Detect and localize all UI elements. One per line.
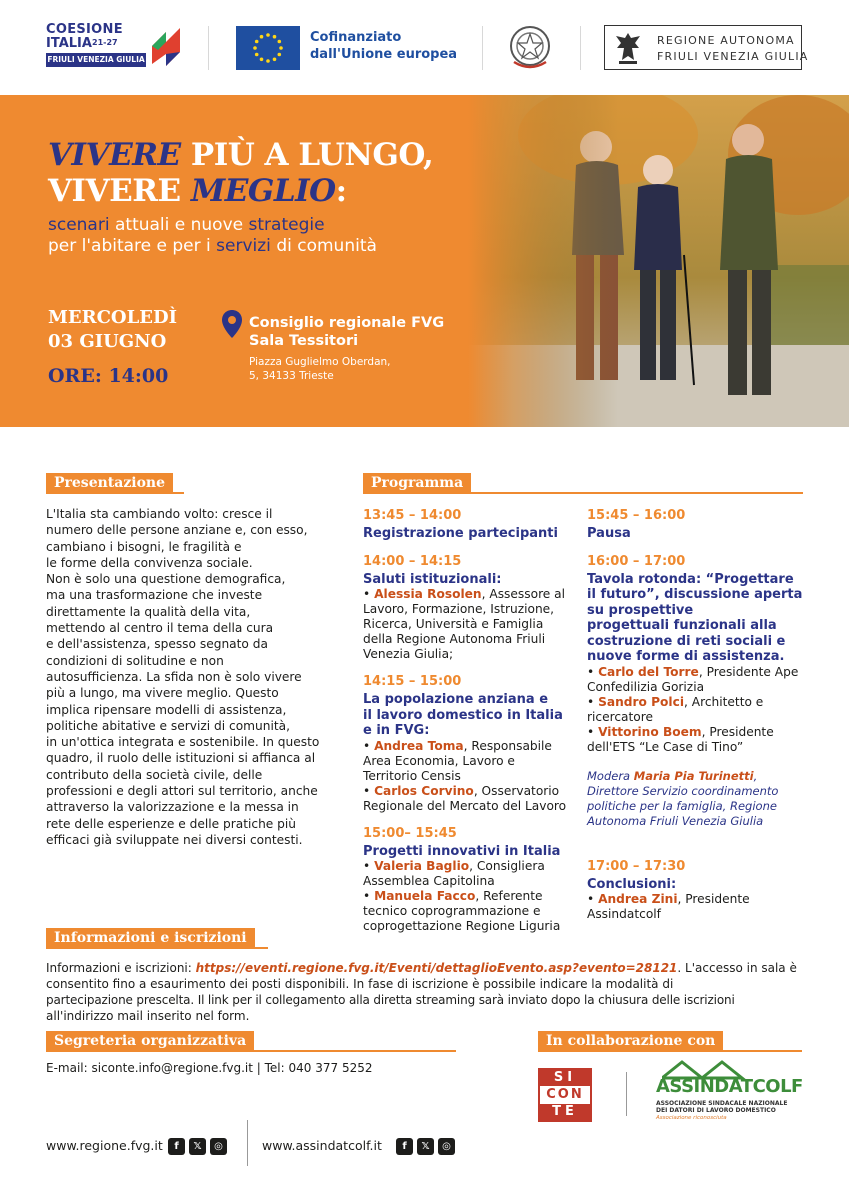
regione-social-icons bbox=[168, 1136, 231, 1155]
siconte-logo bbox=[538, 1068, 592, 1122]
speaker-name: Manuela Facco bbox=[374, 889, 476, 903]
siconte-line3: TE bbox=[540, 1104, 590, 1120]
slot-title: e in FVG: bbox=[363, 723, 430, 738]
speaker-entry: • Manuela Facco, Referente bbox=[363, 889, 543, 903]
moderator-role: Direttore Servizio coordinamento bbox=[587, 783, 779, 798]
event-date: 03 GIUGNO bbox=[48, 331, 167, 352]
x-icon[interactable]: 𝕏 bbox=[417, 1138, 434, 1155]
presentazione-line: L'Italia sta cambiando volto: cresce il bbox=[46, 507, 273, 521]
sub-text: di comunità bbox=[270, 236, 377, 256]
speaker-role: , Assessore al bbox=[481, 587, 566, 601]
coesione-italia-logo bbox=[46, 22, 186, 72]
programma-col-right bbox=[587, 508, 812, 922]
slot-title: Registrazione partecipanti bbox=[363, 526, 558, 541]
presentazione-line: quadro, il ruolo delle istituzioni si affianca al bbox=[46, 751, 316, 766]
presentazione-line: direttamente la qualità della vita, bbox=[46, 604, 251, 619]
coesione-region: FRIULI VENEZIA GIULIA bbox=[46, 53, 146, 67]
title-italic-meglio: MEGLIO bbox=[190, 173, 336, 209]
presentazione-line: Non è solo una questione demografica, bbox=[46, 572, 286, 587]
moderator-comma: , bbox=[753, 768, 758, 783]
logo-bar bbox=[0, 0, 849, 95]
speaker-role: coprogettazione Regione Liguria bbox=[363, 919, 561, 933]
presentazione-line: contributo della società civile, delle bbox=[46, 767, 263, 782]
speaker-role: Territorio Censis bbox=[363, 768, 461, 783]
speaker-role: Regionale del Mercato del Lavoro bbox=[363, 798, 567, 813]
slot-time: 14:00 – 14:15 bbox=[363, 553, 462, 569]
slot-title: Progetti innovativi in Italia bbox=[363, 843, 561, 859]
speaker-role: Confedilizia Gorizia bbox=[587, 679, 705, 694]
coesione-years: 21-27 bbox=[92, 38, 118, 47]
slot-time: 14:15 – 15:00 bbox=[363, 674, 462, 689]
moderator-name: Maria Pia Turinetti bbox=[633, 768, 754, 783]
event-time: ORE: 14:00 bbox=[48, 365, 169, 387]
slot-time: 17:00 – 17:30 bbox=[587, 858, 686, 874]
coesione-text: COESIONE bbox=[46, 22, 123, 37]
informazioni-heading bbox=[46, 927, 268, 949]
slot-time: 15:45 – 16:00 bbox=[587, 508, 686, 523]
slot-title: progettuali funzionali alla bbox=[587, 618, 777, 633]
instagram-icon[interactable]: ◎ bbox=[210, 1138, 227, 1155]
slot-title: il lavoro domestico in Italia bbox=[363, 707, 563, 723]
speaker-entry: • Carlo del Torre, Presidente Ape bbox=[587, 664, 799, 679]
assindatcolf-logo bbox=[656, 1060, 806, 1128]
presentazione-heading bbox=[46, 472, 184, 494]
registration-link[interactable]: https://eventi.regione.fvg.it/Eventi/dettaglioEvento.asp?evento=28121 bbox=[195, 961, 678, 975]
venue-address-line2: 5, 34133 Trieste bbox=[249, 370, 334, 382]
speaker-role: , Presidente bbox=[677, 892, 750, 906]
assindatcolf-tagline2: DEI DATORI DI LAVORO DOMESTICO bbox=[656, 1107, 776, 1114]
moderator-line bbox=[587, 769, 812, 784]
instagram-icon[interactable]: ◎ bbox=[438, 1138, 455, 1155]
speaker-role: , Presidente Ape bbox=[698, 664, 799, 679]
presentazione-line: politiche abitative e servizi di comunità, bbox=[46, 718, 290, 733]
speaker-role: dell'ETS “Le Case di Tino” bbox=[587, 739, 744, 754]
speaker-role: , Responsabile bbox=[463, 738, 552, 753]
hero-photo-elderly-people bbox=[468, 95, 849, 427]
x-icon[interactable]: 𝕏 bbox=[189, 1138, 206, 1155]
slot-title: Conclusioni: bbox=[587, 876, 677, 892]
slot-time: 13:45 – 14:00 bbox=[363, 508, 462, 523]
venue-room: Sala Tessitori bbox=[249, 333, 359, 349]
hero-subtitle-line1 bbox=[48, 215, 325, 235]
speaker-role: Assindatcolf bbox=[587, 907, 661, 921]
speaker-name: Andrea Toma bbox=[374, 738, 464, 753]
hero-title-line2 bbox=[48, 173, 347, 209]
speaker-role: ricercatore bbox=[587, 709, 653, 724]
info-line bbox=[46, 960, 816, 976]
facebook-icon[interactable]: f bbox=[396, 1138, 413, 1155]
eu-text-line2: dall'Unione europea bbox=[310, 47, 458, 62]
assindatcolf-tagline1: ASSOCIAZIONE SINDACALE NAZIONALE bbox=[656, 1100, 788, 1107]
presentazione-line: cambiano i bisogni, le fragilità e bbox=[46, 539, 242, 554]
informazioni-heading-label: Informazioni e iscrizioni bbox=[46, 928, 255, 948]
speaker-entry: • Andrea Zini, Presidente bbox=[587, 892, 750, 906]
eu-stars-icon bbox=[236, 26, 300, 70]
slot-title: costruzione di reti sociali e bbox=[587, 633, 786, 649]
assindatcolf-social-icons bbox=[396, 1136, 459, 1155]
region-text-line2: FRIULI VENEZIA GIULIA bbox=[657, 50, 809, 63]
moderator-prefix: Modera bbox=[587, 768, 634, 783]
programma-heading bbox=[363, 472, 803, 494]
footer-separator bbox=[247, 1120, 248, 1166]
venue-name: Consiglio regionale FVG bbox=[249, 315, 445, 331]
speaker-entry: • Sandro Polci, Architetto e bbox=[587, 694, 764, 709]
presentazione-text bbox=[46, 506, 351, 848]
informazioni-text bbox=[46, 960, 816, 1024]
presentazione-line: professioni e degli attori sul territorio, anche bbox=[46, 784, 318, 799]
facebook-icon[interactable]: f bbox=[168, 1138, 185, 1155]
speaker-role: , Consigliera bbox=[469, 859, 545, 873]
hero-subtitle-line2 bbox=[48, 236, 377, 256]
speaker-name: Andrea Zini bbox=[598, 892, 678, 906]
siconte-line1: SI bbox=[540, 1070, 590, 1086]
moderator-role: Autonoma Friuli Venezia Giulia bbox=[587, 813, 764, 828]
presentazione-line: rete delle esperienze e delle pratiche più bbox=[46, 816, 297, 831]
regione-website-link[interactable]: www.regione.fvg.it bbox=[46, 1138, 163, 1153]
info-line: all'indirizzo mail inserito nel form. bbox=[46, 1009, 250, 1023]
presentazione-line: attraverso la valorizzazione e la messa in bbox=[46, 800, 299, 815]
italia-text: ITALIA bbox=[46, 36, 92, 51]
collab-separator bbox=[626, 1072, 627, 1116]
event-day: MERCOLEDÌ bbox=[48, 307, 178, 328]
info-label: Informazioni e iscrizioni: bbox=[46, 961, 196, 975]
speaker-role: della Regione Autonoma Friuli bbox=[363, 632, 546, 646]
speaker-entry: • Andrea Toma, Responsabile bbox=[363, 738, 552, 753]
logo-separator bbox=[580, 26, 581, 70]
slot-title: Saluti istituzionali: bbox=[363, 571, 502, 587]
speaker-name: Alessia Rosolen bbox=[374, 587, 482, 601]
speaker-entry: • Valeria Baglio, Consigliera bbox=[363, 859, 545, 873]
hero-title-line1 bbox=[48, 137, 433, 173]
slot-title: su prospettive bbox=[587, 602, 694, 618]
speaker-name: Carlos Corvino bbox=[374, 783, 474, 798]
slot-title: nuove forme di assistenza. bbox=[587, 649, 785, 664]
speaker-entry: • Vittorino Boem, Presidente bbox=[587, 724, 774, 739]
collaborazione-heading bbox=[538, 1030, 802, 1052]
speaker-role: Ricerca, Università e Famiglia bbox=[363, 617, 544, 631]
regione-fvg-logo bbox=[604, 25, 809, 70]
speaker-entry: • Alessia Rosolen, Assessore al bbox=[363, 587, 566, 601]
presentazione-line: autosufficienza. La sfida non è solo vivere bbox=[46, 669, 302, 684]
sub-servizi: servizi bbox=[216, 236, 271, 256]
eu-text-line1: Cofinanziato bbox=[310, 30, 402, 45]
sub-text: per l'abitare e per i bbox=[48, 236, 217, 256]
eu-flag bbox=[236, 26, 300, 70]
speaker-role: , Referente bbox=[475, 889, 543, 903]
speaker-role: Area Economia, Lavoro e bbox=[363, 753, 515, 768]
sub-text: attuali e nuove bbox=[109, 215, 249, 235]
title-colon: : bbox=[335, 173, 347, 209]
logo-separator bbox=[482, 26, 483, 70]
programma-heading-label: Programma bbox=[363, 473, 471, 493]
segreteria-heading-label: Segreteria organizzativa bbox=[46, 1031, 254, 1051]
presentazione-line: mettendo al centro il tema della cura bbox=[46, 621, 274, 636]
siconte-line2: CON bbox=[546, 1087, 584, 1102]
presentazione-line: in un'ottica integrata e sostenibile. In questo bbox=[46, 735, 320, 750]
speaker-name: Valeria Baglio bbox=[374, 859, 470, 873]
region-text-line1: REGIONE AUTONOMA bbox=[657, 34, 795, 47]
location-pin-icon bbox=[221, 309, 243, 339]
speaker-name: Sandro Polci bbox=[598, 694, 684, 709]
speaker-name: Vittorino Boem bbox=[598, 724, 702, 739]
speaker-role: Assemblea Capitolina bbox=[363, 874, 495, 888]
venue-address-line1: Piazza Guglielmo Oberdan, bbox=[249, 356, 391, 368]
presentazione-line: ma una trasformazione che investe bbox=[46, 588, 263, 603]
slot-title: Pausa bbox=[587, 526, 631, 541]
title-start-line2: VIVERE bbox=[48, 173, 191, 209]
info-text: . L'accesso in sala è bbox=[677, 961, 797, 975]
speaker-entry: • Carlos Corvino, Osservatorio bbox=[363, 783, 560, 798]
slot-title: Tavola rotonda: “Progettare bbox=[587, 571, 794, 587]
eagle-icon bbox=[613, 30, 643, 66]
slot-time: 16:00 – 17:00 bbox=[587, 553, 686, 569]
presentazione-line: numero delle persone anziane e, con esso, bbox=[46, 523, 308, 538]
speaker-role: , Architetto e bbox=[684, 694, 764, 709]
assindatcolf-website-link[interactable]: www.assindatcolf.it bbox=[262, 1138, 382, 1153]
sub-scenari: scenari bbox=[48, 215, 110, 235]
collaborazione-heading-label: In collaborazione con bbox=[538, 1031, 723, 1051]
programma-col-left bbox=[363, 508, 578, 934]
coesione-arrow-icon bbox=[150, 24, 182, 68]
segreteria-contact: E-mail: siconte.info@regione.fvg.it | Tel: 040 377 5252 bbox=[46, 1061, 373, 1075]
speaker-role: Lavoro, Formazione, Istruzione, bbox=[363, 602, 555, 616]
presentazione-line: implica ripensare modelli di assistenza, bbox=[46, 702, 287, 717]
speaker-name: Carlo del Torre bbox=[598, 664, 699, 679]
italian-republic-emblem-icon bbox=[508, 24, 552, 72]
presentazione-heading-label: Presentazione bbox=[46, 473, 173, 493]
presentazione-line: più a lungo, ma vivere meglio. Questo bbox=[46, 686, 279, 701]
presentazione-line: condizioni di solitudine e non bbox=[46, 653, 224, 668]
moderator-role: politiche per la famiglia, Regione bbox=[587, 798, 777, 813]
slot-title: il futuro”, discussione aperta bbox=[587, 587, 803, 602]
speaker-role: , Osservatorio bbox=[473, 783, 560, 798]
speaker-role: , Presidente bbox=[701, 724, 774, 739]
title-italic-vivere: VIVERE bbox=[48, 137, 181, 173]
info-line: partecipazione prescelta. Il link per il collegamento alla diretta streaming sarà inviato dopo la chiusura delle iscrizioni bbox=[46, 993, 735, 1007]
info-line: consentito fino a esaurimento dei posti disponibili. In fase di iscrizione è possibile indicare la modalità di bbox=[46, 977, 674, 991]
speaker-role: Venezia Giulia; bbox=[363, 647, 454, 661]
assindatcolf-tagline3: Associazione riconosciuta bbox=[656, 1115, 727, 1121]
sub-strategie: strategie bbox=[248, 215, 325, 235]
presentazione-line: le forme della convivenza sociale. bbox=[46, 555, 253, 570]
slot-time: 15:00– 15:45 bbox=[363, 825, 457, 841]
title-rest-line1: PIÙ A LUNGO, bbox=[180, 137, 434, 173]
slot-title: La popolazione anziana e bbox=[363, 692, 549, 707]
footer bbox=[46, 1130, 806, 1170]
speaker-role: tecnico coprogrammazione e bbox=[363, 904, 541, 918]
hero-banner bbox=[0, 95, 849, 427]
logo-separator bbox=[208, 26, 209, 70]
assindatcolf-wordmark: ASSINDATCOLF bbox=[656, 1076, 803, 1097]
presentazione-line: e dell'assistenza, spesso segnato da bbox=[46, 637, 268, 652]
presentazione-line: efficaci già sviluppate nei diversi contesti. bbox=[46, 832, 303, 847]
segreteria-heading bbox=[46, 1030, 456, 1052]
